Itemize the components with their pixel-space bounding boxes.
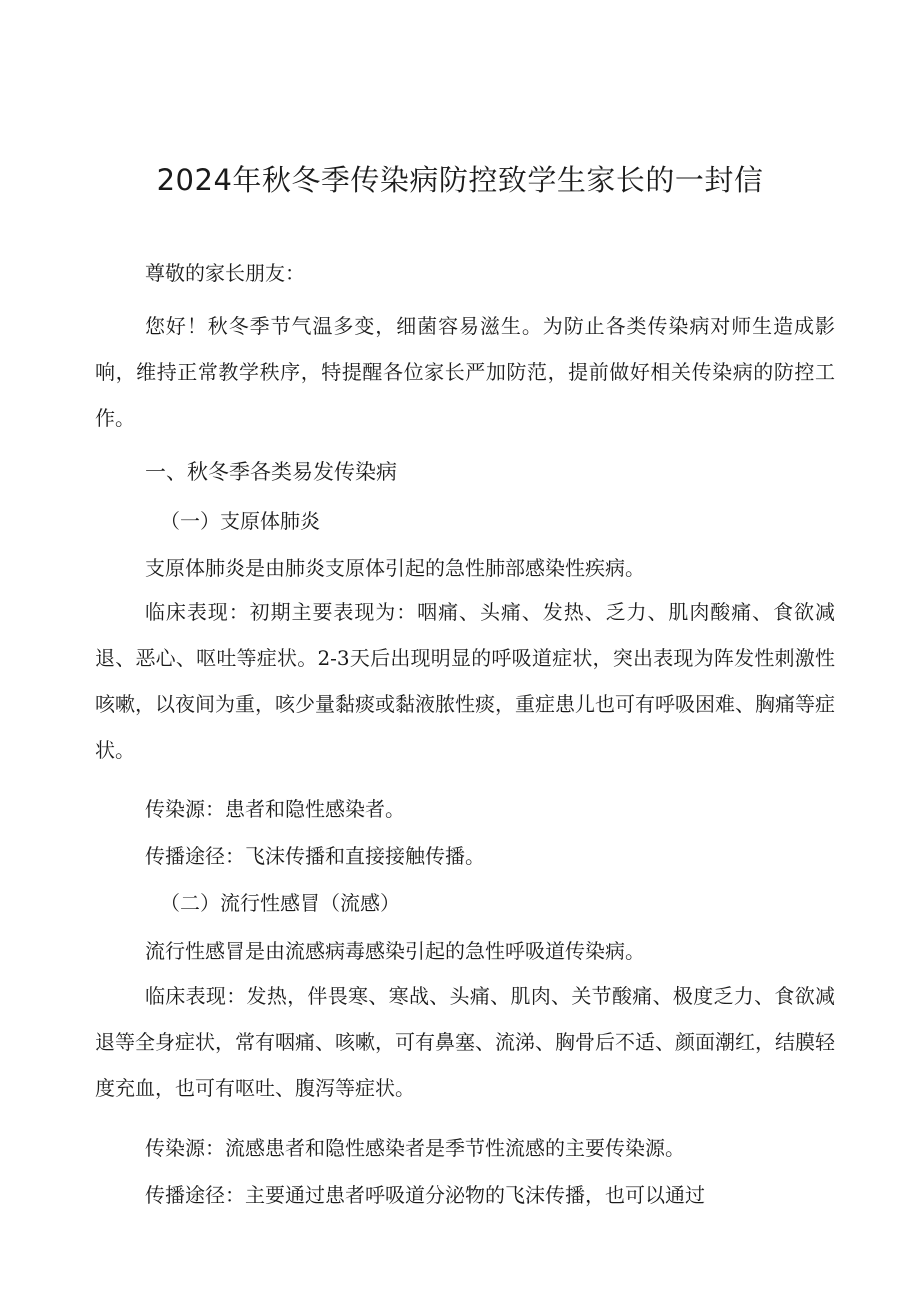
mycoplasma-source: 传染源：患者和隐性感染者。 <box>145 797 405 821</box>
salutation: 尊敬的家长朋友： <box>145 261 305 285</box>
influenza-clinical: 临床表现：发热，伴畏寒、寒战、头痛、肌肉、关节酸痛、极度乏力、食欲减退等全身症状，常有咽痛、咳嗽，可有鼻塞、流涕、胸骨后不适、颜面潮红，结膜轻度充血，也可有呕吐、腹泻等症状。 <box>95 984 835 1100</box>
mycoplasma-definition: 支原体肺炎是由肺炎支原体引起的急性肺部感染性疾病。 <box>145 556 645 580</box>
subheading-mycoplasma: （一）支原体肺炎 <box>160 509 320 533</box>
document-title: 2024年秋冬季传染病防控致学生家长的一封信 <box>156 163 764 197</box>
influenza-definition: 流行性感冒是由流感病毒感染引起的急性呼吸道传染病。 <box>145 939 645 963</box>
influenza-source: 传染源：流感患者和隐性感染者是季节性流感的主要传染源。 <box>145 1136 685 1160</box>
influenza-route: 传播途径：主要通过患者呼吸道分泌物的飞沫传播，也可以通过 <box>145 1183 705 1207</box>
section-heading-1: 一、秋冬季各类易发传染病 <box>145 460 397 484</box>
subheading-influenza: （二）流行性感冒（流感） <box>160 891 400 915</box>
mycoplasma-route: 传播途径：飞沫传播和直接接触传播。 <box>145 844 485 868</box>
intro-paragraph: 您好！秋冬季节气温多变，细菌容易滋生。为防止各类传染病对师生造成影响，维持正常教学秩序，特提醒各位家长严加防范，提前做好相关传染病的防控工作。 <box>95 314 835 430</box>
mycoplasma-clinical: 临床表现：初期主要表现为：咽痛、头痛、发热、乏力、肌肉酸痛、食欲减退、恶心、呕吐等症状。2-3天后出现明显的呼吸道症状，突出表现为阵发性刺激性咳嗽，以夜间为重，咳少量黏痰或黏液脓性痰，重症患儿也可有呼吸困难、胸痛等症状。 <box>95 600 835 762</box>
